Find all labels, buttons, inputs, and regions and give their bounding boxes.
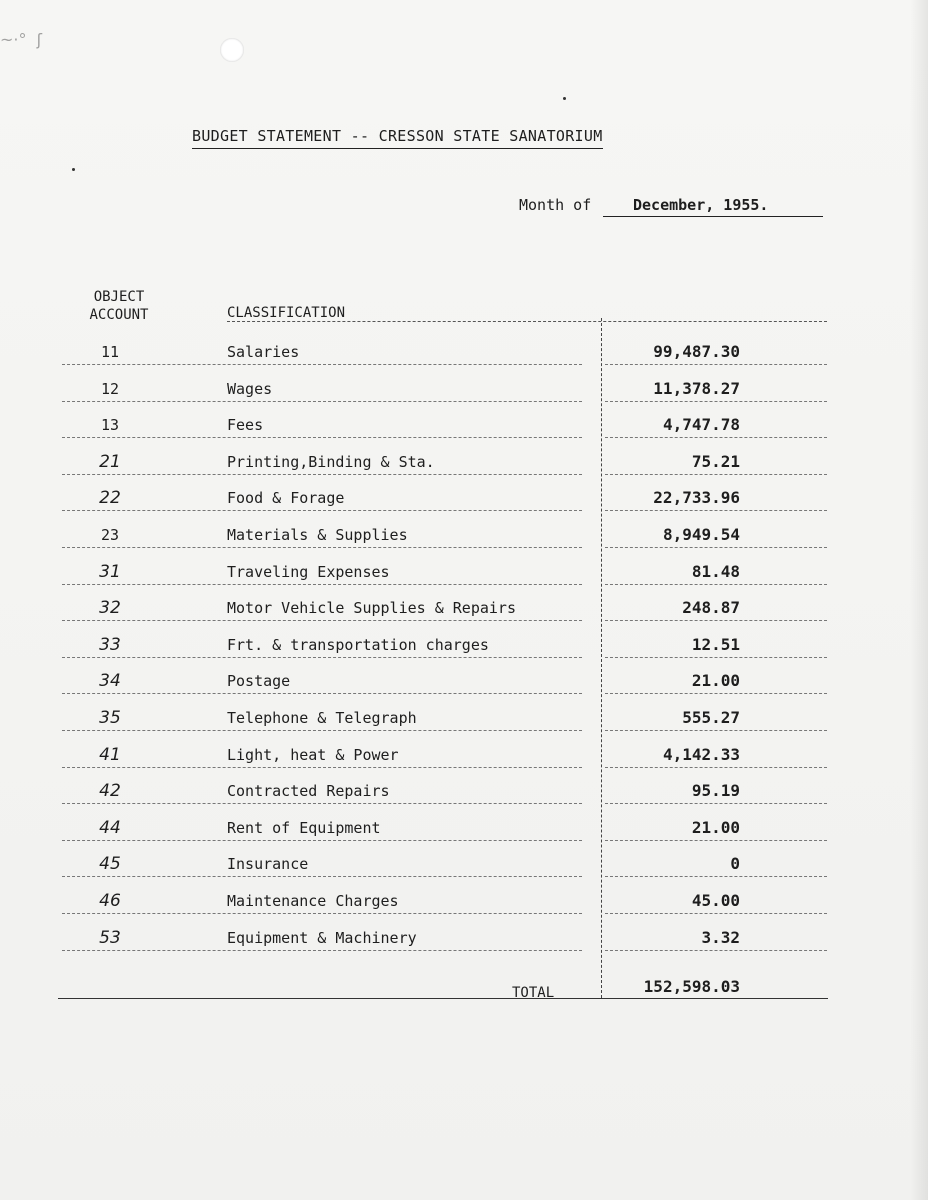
row-rule-left bbox=[62, 803, 582, 804]
table-row bbox=[0, 562, 928, 592]
row-rule-left bbox=[62, 547, 582, 548]
row-rule-left bbox=[62, 950, 582, 951]
amount-value: 99,487.30 bbox=[653, 342, 740, 361]
table-row bbox=[0, 415, 928, 445]
amount-value: 11,378.27 bbox=[653, 378, 740, 398]
total-rule bbox=[58, 998, 828, 999]
classification-label: Wages bbox=[227, 379, 273, 398]
table-row bbox=[0, 342, 928, 372]
row-rule-right bbox=[605, 913, 827, 914]
row-rule-right bbox=[605, 620, 827, 621]
table-row bbox=[0, 928, 928, 958]
object-account-number: 44 bbox=[99, 817, 121, 838]
row-rule-right bbox=[605, 364, 827, 365]
amount-value: 8,949.54 bbox=[662, 525, 740, 544]
table-row bbox=[0, 854, 928, 884]
total-label: TOTAL bbox=[512, 985, 555, 1001]
object-account-number: 34 bbox=[99, 671, 121, 692]
object-account-number: 42 bbox=[99, 781, 121, 802]
object-account-header-line2: ACCOUNT bbox=[89, 307, 149, 323]
amount-value: 21.00 bbox=[691, 671, 740, 691]
row-rule-right bbox=[605, 950, 827, 951]
total-value: 152,598.03 bbox=[643, 977, 740, 996]
row-rule-left bbox=[62, 620, 582, 621]
row-rule-right bbox=[605, 730, 827, 731]
row-rule-right bbox=[605, 693, 827, 694]
table-row bbox=[0, 745, 928, 775]
row-rule-right bbox=[605, 876, 827, 877]
classification-label: Maintenance Charges bbox=[227, 892, 399, 910]
amount-value: 555.27 bbox=[682, 708, 740, 727]
row-rule-left bbox=[62, 730, 582, 731]
row-rule-right bbox=[605, 510, 827, 511]
row-rule-left bbox=[62, 510, 582, 511]
table-row bbox=[0, 525, 928, 555]
amount-value: 81.48 bbox=[691, 561, 740, 581]
classification-label: Salaries bbox=[227, 343, 300, 361]
object-account-number: 11 bbox=[100, 343, 120, 361]
classification-label: Printing,Binding & Sta. bbox=[227, 452, 435, 471]
object-account-header bbox=[74, 288, 164, 324]
row-rule-right bbox=[605, 547, 827, 548]
row-rule-right bbox=[605, 474, 827, 475]
object-account-number: 21 bbox=[99, 451, 121, 472]
table-row bbox=[0, 452, 928, 482]
object-account-number: 22 bbox=[99, 488, 121, 509]
classification-label: Telephone & Telegraph bbox=[227, 709, 417, 727]
row-rule-right bbox=[605, 767, 827, 768]
classification-label: Light, heat & Power bbox=[227, 745, 399, 764]
row-rule-left bbox=[62, 840, 582, 841]
object-account-number: 45 bbox=[99, 854, 121, 875]
row-rule-right bbox=[605, 657, 827, 658]
table-row bbox=[0, 781, 928, 811]
amount-value: 21.00 bbox=[691, 817, 740, 837]
classification-header: CLASSIFICATION bbox=[227, 305, 346, 321]
object-account-number: 23 bbox=[100, 526, 120, 544]
object-account-number: 13 bbox=[100, 416, 120, 435]
punch-hole bbox=[220, 38, 244, 62]
header-rule bbox=[227, 321, 827, 322]
classification-label: Motor Vehicle Supplies & Repairs bbox=[227, 599, 516, 618]
row-rule-left bbox=[62, 913, 582, 914]
row-rule-right bbox=[605, 840, 827, 841]
row-rule-right bbox=[605, 401, 827, 402]
classification-label: Equipment & Machinery bbox=[227, 928, 417, 947]
object-account-number: 46 bbox=[99, 891, 121, 911]
classification-label: Insurance bbox=[227, 855, 309, 874]
object-account-number: 32 bbox=[99, 598, 121, 619]
amount-value: 95.19 bbox=[691, 781, 740, 801]
row-rule-left bbox=[62, 401, 582, 402]
document-title: BUDGET STATEMENT -- CRESSON STATE SANATORIUM bbox=[192, 127, 603, 149]
row-rule-left bbox=[62, 876, 582, 877]
table-row bbox=[0, 379, 928, 409]
table-row bbox=[0, 635, 928, 665]
row-rule-left bbox=[62, 767, 582, 768]
row-rule-left bbox=[62, 437, 582, 438]
row-rule-left bbox=[62, 584, 582, 585]
table-row bbox=[0, 818, 928, 848]
amount-value: 45.00 bbox=[691, 891, 740, 910]
object-account-number: 33 bbox=[99, 634, 121, 655]
paper-speck bbox=[72, 168, 75, 171]
object-account-number: 31 bbox=[99, 561, 121, 582]
row-rule-left bbox=[62, 364, 582, 365]
paper-speck bbox=[563, 97, 566, 100]
table-row bbox=[0, 891, 928, 921]
table-row bbox=[0, 488, 928, 518]
object-account-number: 53 bbox=[99, 927, 121, 948]
row-rule-left bbox=[62, 474, 582, 475]
row-rule-right bbox=[605, 584, 827, 585]
row-rule-right bbox=[605, 803, 827, 804]
paper-tear-mark: ~·° ʃ bbox=[0, 30, 43, 49]
amount-value: 75.21 bbox=[691, 451, 740, 471]
classification-label: Traveling Expenses bbox=[227, 562, 390, 581]
classification-label: Food & Forage bbox=[227, 489, 345, 508]
amount-value: 4,747.78 bbox=[662, 415, 740, 435]
classification-label: Postage bbox=[227, 672, 291, 691]
object-account-number: 35 bbox=[99, 708, 121, 728]
table-row bbox=[0, 671, 928, 701]
classification-label: Rent of Equipment bbox=[227, 818, 381, 837]
object-account-number: 41 bbox=[99, 744, 121, 765]
amount-value: 248.87 bbox=[682, 598, 740, 618]
object-account-header-line1: OBJECT bbox=[93, 289, 145, 305]
amount-value: 12.51 bbox=[691, 634, 740, 654]
classification-label: Contracted Repairs bbox=[227, 782, 390, 801]
object-account-number: 12 bbox=[100, 379, 120, 398]
table-row bbox=[0, 598, 928, 628]
table-row bbox=[0, 708, 928, 738]
amount-value: 0 bbox=[730, 854, 740, 874]
row-rule-right bbox=[605, 437, 827, 438]
row-rule-left bbox=[62, 693, 582, 694]
classification-label: Materials & Supplies bbox=[227, 526, 408, 544]
row-rule-left bbox=[62, 657, 582, 658]
month-label: Month of bbox=[519, 196, 592, 214]
classification-label: Frt. & transportation charges bbox=[227, 635, 489, 654]
month-value: December, 1955. bbox=[603, 196, 823, 217]
classification-label: Fees bbox=[227, 416, 264, 435]
amount-value: 3.32 bbox=[701, 927, 740, 947]
amount-value: 22,733.96 bbox=[653, 488, 740, 508]
amount-value: 4,142.33 bbox=[662, 744, 740, 764]
